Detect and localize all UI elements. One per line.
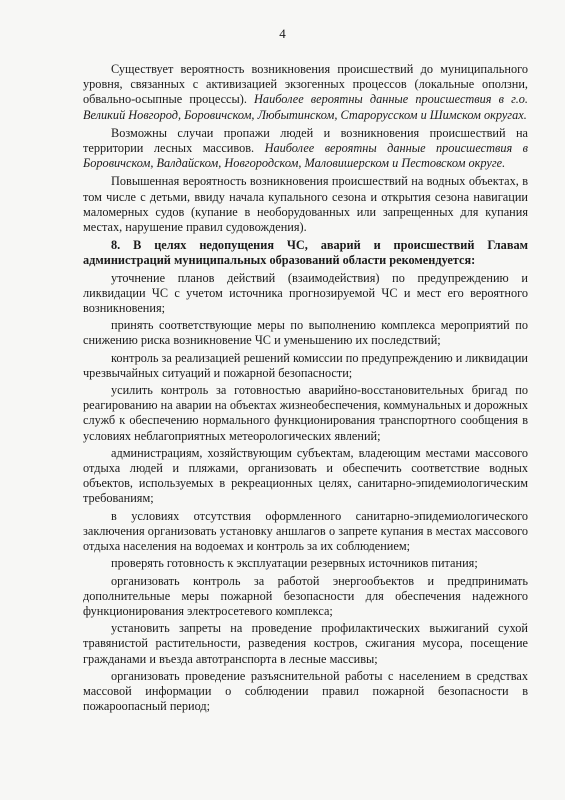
recommendation-item: организовать контроль за работой энергообъектов и предпринимать дополнительные меры пожарной безопасности для обеспечения надежного функционирования электросетевого комплекса;: [83, 573, 528, 618]
recommendation-item: установить запреты на проведение профилактических выжиганий сухой травянистой растительности, разведения костров, сжигания мусора, посещение гражданами и въезда автотранспорта в лесные массивы;: [83, 621, 528, 666]
paragraph-italic-text: Наиболее вероятны данные происшествия в г.о. Великий Новгород, Боровичском, Любытинском, Старорусском и Шимском округах.: [83, 92, 528, 122]
paragraph-landslides: [83, 62, 528, 123]
paragraph-text: Повышенная вероятность возникновения происшествий на водных объектах, в том числе с детьми, ввиду начала купального сезона и открытия сезона навигации маломерных судов (купание в необорудованных или запрещенных для купания местах, нарушение правил судовождения).: [83, 174, 528, 235]
recommendations-list: [83, 271, 528, 715]
recommendation-item: усилить контроль за готовностью аварийно-восстановительных бригад по реагированию на аварии на объектах жизнеобеспечения, коммунальных и дорожных служб к обеспечению нормального функционирования транспортного сообщения в условиях неблагоприятных метеорологических явлений;: [83, 383, 529, 443]
document-body: [83, 62, 528, 716]
paragraph-italic-text: Наиболее вероятны данные происшествия в Боровичском, Валдайском, Новгородском, Маловишерском и Пестовском округе.: [83, 141, 529, 171]
paragraph-text: Возможны случаи пропажи людей и возникновения происшествий на территории лесных массивов.: [83, 125, 528, 156]
recommendation-item: проверять готовность к эксплуатации резервных источников питания;: [111, 556, 478, 571]
recommendation-item: в условиях отсутствия оформленного санитарно-эпидемиологического заключения организовать установку аншлагов о запрете купания в местах массового отдыха населения на водоемах и контроль за их соблюдением;: [83, 508, 528, 554]
paragraph-water: [83, 174, 528, 235]
paragraph-text: Существует вероятность возникновения происшествий до муниципального уровня, связанных с активизацией экзогенных процессов (локальные оползни, обвально-осыпные процессы).: [83, 62, 528, 107]
recommendation-item: администрациям, хозяйствующим субъектам, владеющим местами массового отдыха людей и пляжами, организовать и обеспечить соответствие водных объектов, используемых в рекреационных целях, санитарно-эпидемиологическим требованиям;: [83, 445, 528, 506]
paragraph-forest: [83, 126, 528, 172]
page-number: 4: [279, 26, 286, 41]
recommendation-item: контроль за реализацией решений комиссии по предупреждению и ликвидации чрезвычайных ситуаций и пожарной безопасности;: [83, 350, 528, 380]
recommendation-item: уточнение планов действий (взаимодействия) по предупреждению и ликвидации ЧС с учетом источника прогнозируемой ЧС и мест его вероятного возникновения;: [83, 270, 528, 316]
section-heading: 8. В целях недопущения ЧС, аварий и происшествий Главам администраций муниципальных образований области рекомендуется:: [83, 238, 528, 268]
recommendation-item: организовать проведение разъяснительной работы с населением в средствах массовой информации о соблюдении правил пожарной безопасности в пожароопасный период;: [83, 668, 528, 714]
recommendation-item: принять соответствующие меры по выполнению комплекса мероприятий по снижению риска возникновение ЧС и уменьшению их последствий;: [83, 318, 528, 348]
